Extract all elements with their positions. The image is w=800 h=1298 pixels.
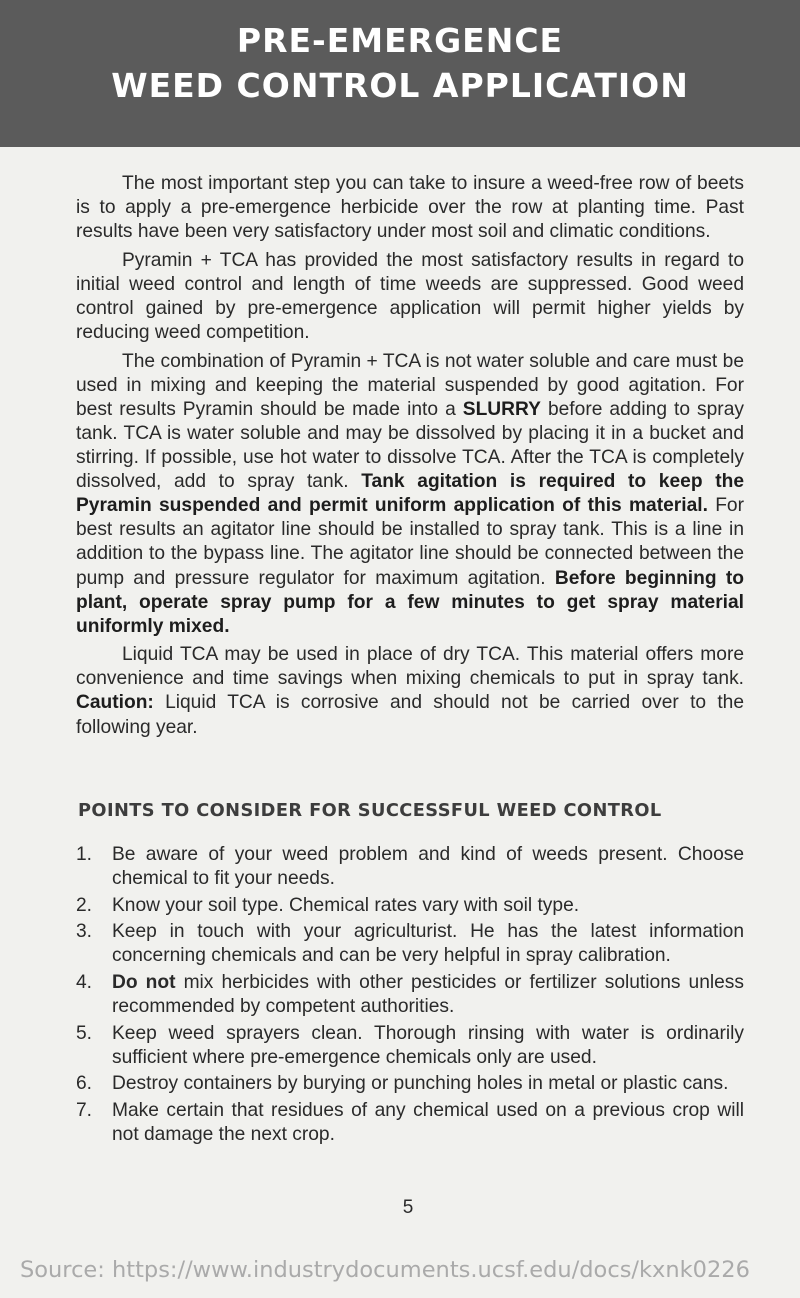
paragraph-4-text-c: Liquid TCA is corrosive and should not be carried over to the following year. <box>76 692 744 738</box>
item-number: 2. <box>76 894 93 916</box>
item-text: Be aware of your weed problem and kind of weeds present. Choose chemical to fit your needs. <box>112 844 744 890</box>
item-number: 5. <box>76 1022 93 1044</box>
item-number: 1. <box>76 844 93 865</box>
item-number: 6. <box>76 1073 93 1095</box>
caution-label: Caution: <box>76 692 154 714</box>
item-number: 4. <box>76 971 93 993</box>
tank-agitation-emphasis: Tank agitation is required to keep the Pyramin suspended and permit uniform application of this material. <box>76 471 744 517</box>
page-title <box>0 0 800 147</box>
list-item <box>76 1072 744 1096</box>
item-text: Know your soil type. Chemical rates vary with soil type. <box>112 894 580 916</box>
page-number: 5 <box>402 1197 414 1218</box>
paragraph-3-text-e: For best results an agitator line should be installed to spray tank. This is a line in addition to the bypass line. The agitator line should be connected between the pump and pressure regulator for maximum agitation. <box>76 495 744 589</box>
before-planting-emphasis: Before beginning to plant, operate spray pump for a few minutes to get spray material uniformly mixed. <box>76 567 744 637</box>
item-number: 7. <box>76 1099 93 1121</box>
list-item <box>76 920 744 968</box>
paragraph-4 <box>76 643 744 739</box>
source-caption: Source: https://www.industrydocuments.ucsf.edu/docs/kxnk0226 <box>20 1257 750 1283</box>
list-item <box>76 1022 744 1070</box>
item-text: Make certain that residues of any chemical used on a previous crop will not damage the next crop. <box>112 1099 744 1146</box>
paragraph-3-text-c: before adding to spray tank. TCA is water soluble and may be dissolved by placing it in a bucket and stirring. If possible, use hot water to dissolve TCA. After the TCA is completely dissolved, add to spray tank. <box>76 398 744 493</box>
paragraph-1: The most important step you can take to insure a weed-free row of beets is to apply a pre-emergence herbicide over the row at planting time. Past results have been very satisfactory under most soil and climatic conditions. <box>76 173 744 243</box>
paragraph-3-text-a: The combination of Pyramin + TCA is not water soluble and care must be used in mixing and keeping the material suspended by good agitation. For best results Pyramin should be made into a <box>76 350 744 420</box>
points-heading: POINTS TO CONSIDER FOR SUCCESSFUL WEED CONTROL <box>78 800 662 821</box>
paragraph-2: Pyramin + TCA has provided the most satisfactory results in regard to initial weed control and length of time weeds are suppressed. Good weed control gained by pre-emergence application will permit higher yields by reducing weed competition. <box>76 249 744 344</box>
paragraph-3 <box>76 350 744 639</box>
title-line-2: WEED CONTROL APPLICATION <box>111 66 689 105</box>
list-item <box>76 971 744 1019</box>
title-line-1: PRE-EMERGENCE <box>236 21 564 60</box>
item-text: Keep weed sprayers clean. Thorough rinsing with water is ordinarily sufficient where pre-emergence chemicals only are used. <box>112 1022 744 1068</box>
paragraph-4-text-a: Liquid TCA may be used in place of dry TCA. This material offers more convenience and time savings when mixing chemicals to put in spray tank. <box>76 644 744 690</box>
item-text: mix herbicides with other pesticides or fertilizer solutions unless recommended by competent authorities. <box>112 971 744 1018</box>
item-text: Destroy containers by burying or punching holes in metal or plastic cans. <box>112 1073 729 1095</box>
list-item <box>76 1099 744 1147</box>
body-text <box>76 172 744 744</box>
list-item <box>76 843 744 891</box>
points-list <box>76 843 744 1150</box>
item-number: 3. <box>76 921 93 943</box>
slurry-emphasis: SLURRY <box>462 398 541 420</box>
do-not-emphasis: Do not <box>112 971 176 993</box>
item-text: Keep in touch with your agriculturist. He has the latest information concerning chemicals and can be very helpful in spray calibration. <box>112 921 744 967</box>
list-item <box>76 894 744 918</box>
